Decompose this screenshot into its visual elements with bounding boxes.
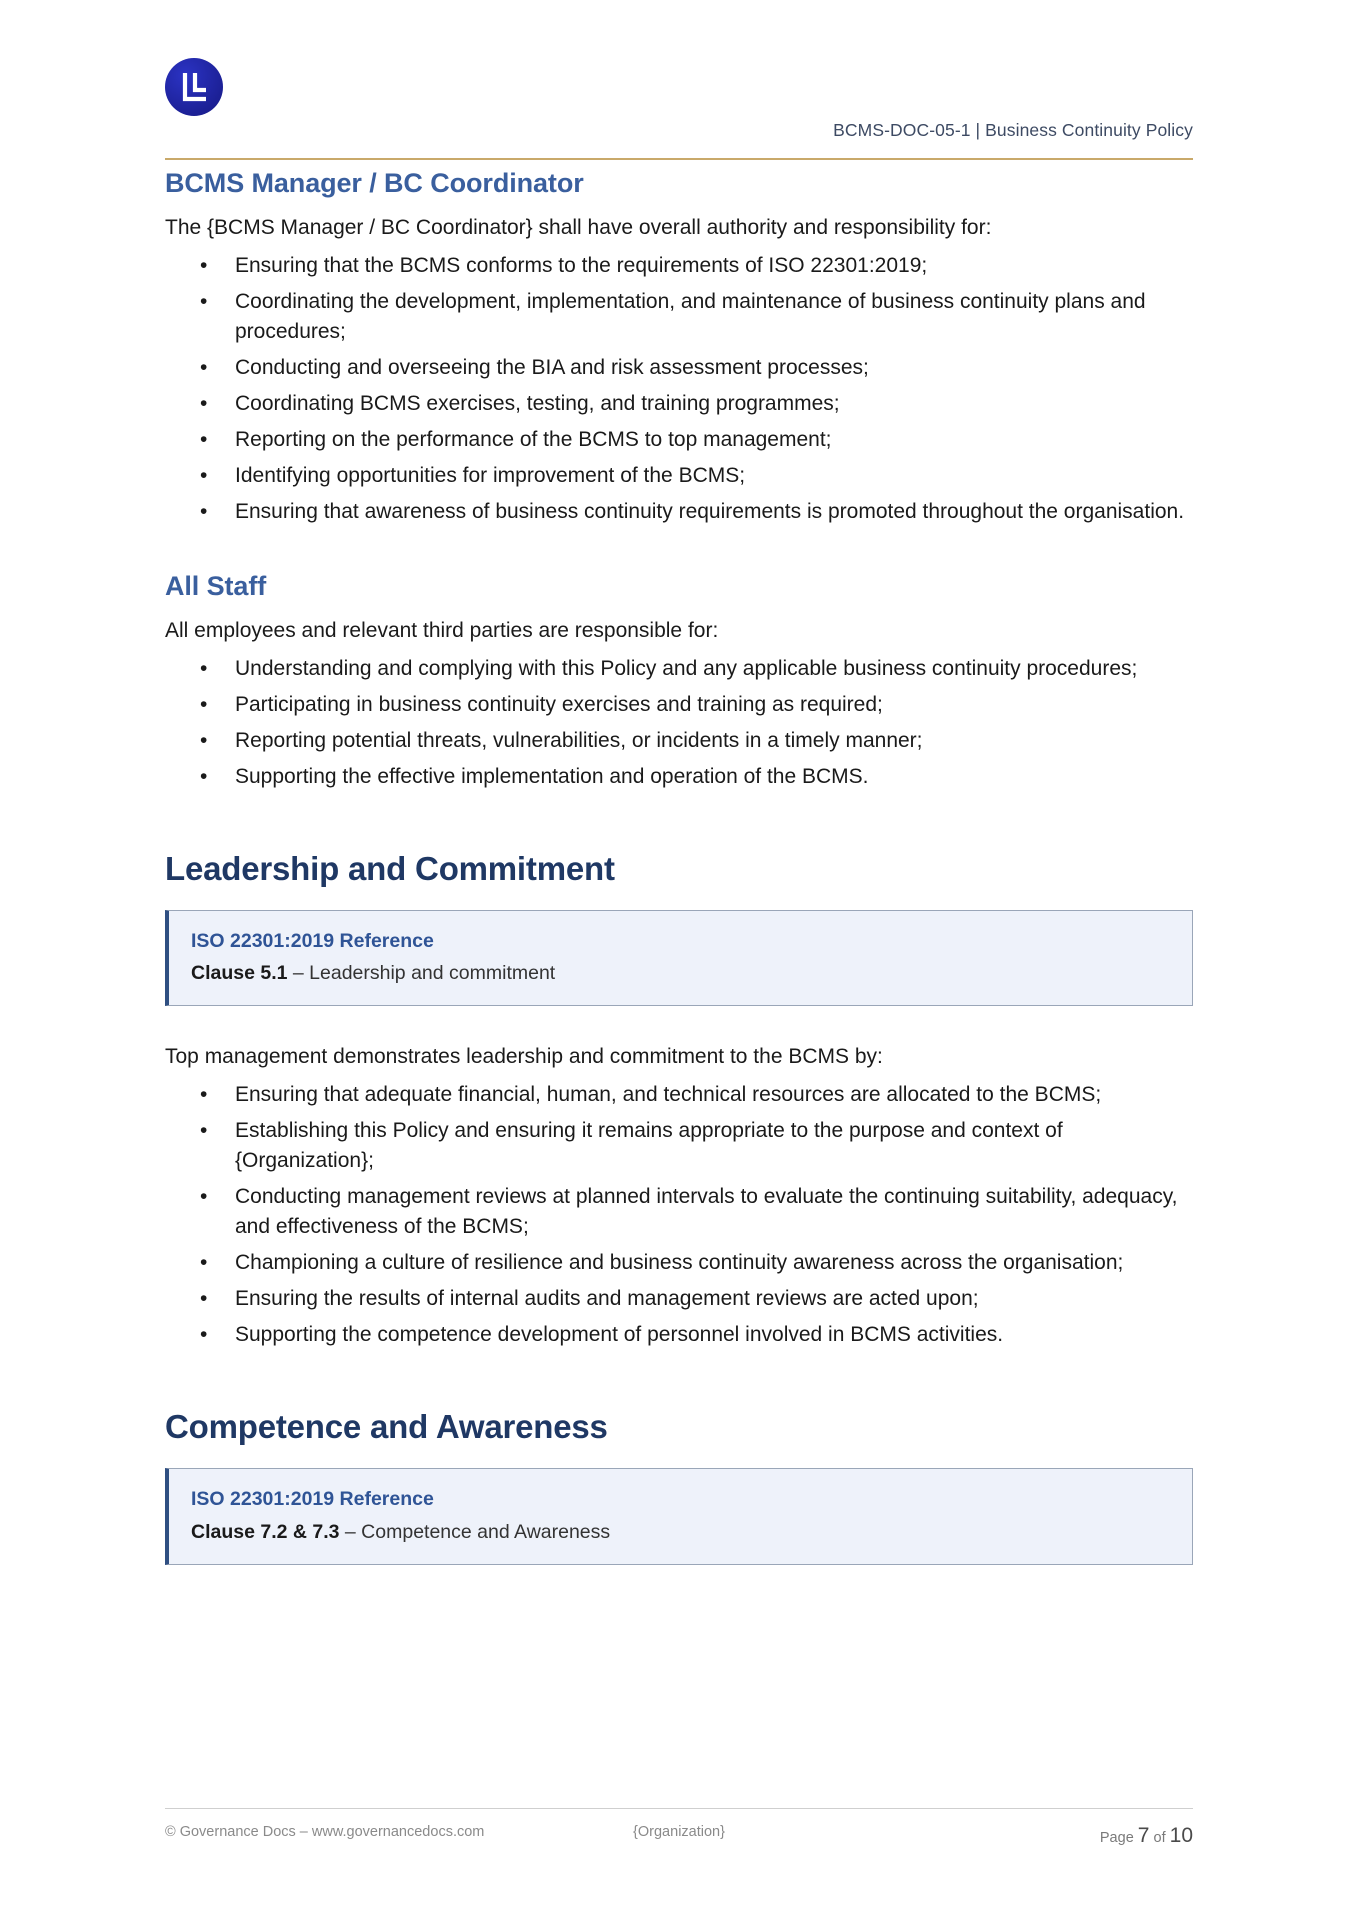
list-item bbox=[165, 425, 1193, 455]
bullet-icon: • bbox=[200, 391, 208, 415]
list-item bbox=[165, 497, 1193, 527]
bullet-icon: • bbox=[200, 728, 208, 752]
list-item-label: Participating in business continuity exercises and training as required; bbox=[235, 692, 883, 716]
list-item bbox=[165, 1080, 1193, 1110]
bullet-icon: • bbox=[200, 692, 208, 716]
intro-all-staff: All employees and relevant third parties are responsible for: bbox=[165, 619, 719, 643]
iso-reference-callout-leadership bbox=[165, 910, 1193, 1007]
list-item-label: Identifying opportunities for improvement of the BCMS; bbox=[235, 463, 746, 487]
bullet-icon: • bbox=[200, 1251, 208, 1275]
list-item bbox=[165, 353, 1193, 383]
heading-all-staff: All Staff bbox=[165, 570, 267, 601]
header-divider bbox=[165, 158, 1193, 160]
list-item bbox=[165, 1320, 1193, 1350]
callout-clause-description: – Leadership and commitment bbox=[287, 962, 556, 985]
callout-body bbox=[191, 960, 1172, 986]
footer-organization: {Organization} bbox=[633, 1824, 725, 1840]
bullet-icon: • bbox=[200, 1185, 208, 1209]
list-item bbox=[165, 1284, 1193, 1314]
footer-page-number: 7 bbox=[1137, 1824, 1150, 1847]
list-item-label: Ensuring that awareness of business continuity requirements is promoted throughout the organisation. bbox=[235, 499, 1185, 523]
intro-leadership-and-commitment: Top management demonstrates leadership and commitment to the BCMS by: bbox=[165, 1045, 883, 1069]
callout-title: ISO 22301:2019 Reference bbox=[191, 929, 434, 952]
footer-page-label: Page bbox=[1099, 1830, 1134, 1846]
bullet-icon: • bbox=[200, 289, 208, 313]
callout-body bbox=[191, 1519, 1172, 1545]
list-item bbox=[165, 287, 1193, 347]
bullet-list-leadership-and-commitment bbox=[165, 1080, 1193, 1350]
list-item-label: Supporting the effective implementation and operation of the BCMS. bbox=[235, 764, 869, 788]
list-item-label: Ensuring the results of internal audits and management reviews are acted upon; bbox=[235, 1287, 979, 1311]
callout-clause-description: – Competence and Awareness bbox=[339, 1520, 611, 1543]
intro-bcms-manager: The {BCMS Manager / BC Coordinator} shall have overall authority and responsibility for: bbox=[165, 216, 992, 240]
bullet-icon: • bbox=[200, 355, 208, 379]
bullet-icon: • bbox=[200, 656, 208, 680]
list-item bbox=[165, 461, 1193, 491]
list-item-label: Championing a culture of resilience and business continuity awareness across the organisation; bbox=[235, 1251, 1124, 1275]
list-item-label: Ensuring that the BCMS conforms to the requirements of ISO 22301:2019; bbox=[235, 253, 928, 277]
bullet-icon: • bbox=[200, 499, 208, 523]
list-item-label: Conducting and overseeing the BIA and risk assessment processes; bbox=[235, 355, 869, 379]
bullet-icon: • bbox=[200, 764, 208, 788]
bullet-list-bcms-manager bbox=[165, 251, 1193, 527]
list-item bbox=[165, 726, 1193, 756]
bullet-icon: • bbox=[200, 463, 208, 487]
callout-clause: Clause 5.1 bbox=[191, 962, 288, 985]
iso-reference-callout-competence bbox=[165, 1468, 1193, 1565]
footer-divider bbox=[165, 1808, 1193, 1809]
list-item-label: Reporting potential threats, vulnerabilities, or incidents in a timely manner; bbox=[235, 728, 923, 752]
list-item-label: Coordinating the development, implementation, and maintenance of business continuity plans and procedures; bbox=[235, 289, 1146, 343]
callout-clause: Clause 7.2 & 7.3 bbox=[191, 1520, 340, 1543]
bullet-icon: • bbox=[200, 1083, 208, 1107]
heading-leadership-and-commitment: Leadership and Commitment bbox=[165, 849, 615, 887]
callout-title: ISO 22301:2019 Reference bbox=[191, 1488, 434, 1511]
list-item bbox=[165, 1182, 1193, 1242]
page-header bbox=[165, 58, 1193, 148]
list-item bbox=[165, 690, 1193, 720]
footer-page-indicator bbox=[1100, 1824, 1193, 1848]
list-item-label: Ensuring that adequate financial, human, and technical resources are allocated to the BCMS; bbox=[235, 1083, 1102, 1107]
list-item-label: Establishing this Policy and ensuring it remains appropriate to the purpose and context of {Organization}; bbox=[235, 1119, 1063, 1173]
list-item bbox=[165, 762, 1193, 792]
bullet-icon: • bbox=[200, 253, 208, 277]
list-item bbox=[165, 654, 1193, 684]
bullet-icon: • bbox=[200, 1119, 208, 1143]
heading-bcms-manager: BCMS Manager / BC Coordinator bbox=[165, 168, 584, 198]
footer-copyright: © Governance Docs – www.governancedocs.com bbox=[165, 1824, 485, 1840]
document-content bbox=[165, 168, 1193, 1565]
list-item bbox=[165, 1248, 1193, 1278]
footer-page-of: of bbox=[1153, 1830, 1166, 1846]
footer-page-total: 10 bbox=[1169, 1824, 1193, 1847]
list-item bbox=[165, 389, 1193, 419]
bullet-icon: • bbox=[200, 1323, 208, 1347]
list-item-label: Supporting the competence development of personnel involved in BCMS activities. bbox=[235, 1323, 1004, 1347]
bullet-list-all-staff bbox=[165, 654, 1193, 792]
list-item-label: Coordinating BCMS exercises, testing, and training programmes; bbox=[235, 391, 840, 415]
bullet-icon: • bbox=[200, 427, 208, 451]
document-reference: BCMS-DOC-05-1 | Business Continuity Policy bbox=[833, 120, 1193, 140]
list-item-label: Conducting management reviews at planned intervals to evaluate the continuing suitability, adequacy, and effectiveness of the BCMS; bbox=[235, 1185, 1178, 1239]
heading-competence-and-awareness: Competence and Awareness bbox=[165, 1408, 608, 1446]
list-item bbox=[165, 251, 1193, 281]
list-item-label: Reporting on the performance of the BCMS to top management; bbox=[235, 427, 832, 451]
list-item-label: Understanding and complying with this Policy and any applicable business continuity procedures; bbox=[235, 656, 1138, 680]
page-footer bbox=[165, 1824, 1193, 1858]
list-item bbox=[165, 1116, 1193, 1176]
bullet-icon: • bbox=[200, 1287, 208, 1311]
governance-docs-logo-icon bbox=[165, 58, 223, 116]
